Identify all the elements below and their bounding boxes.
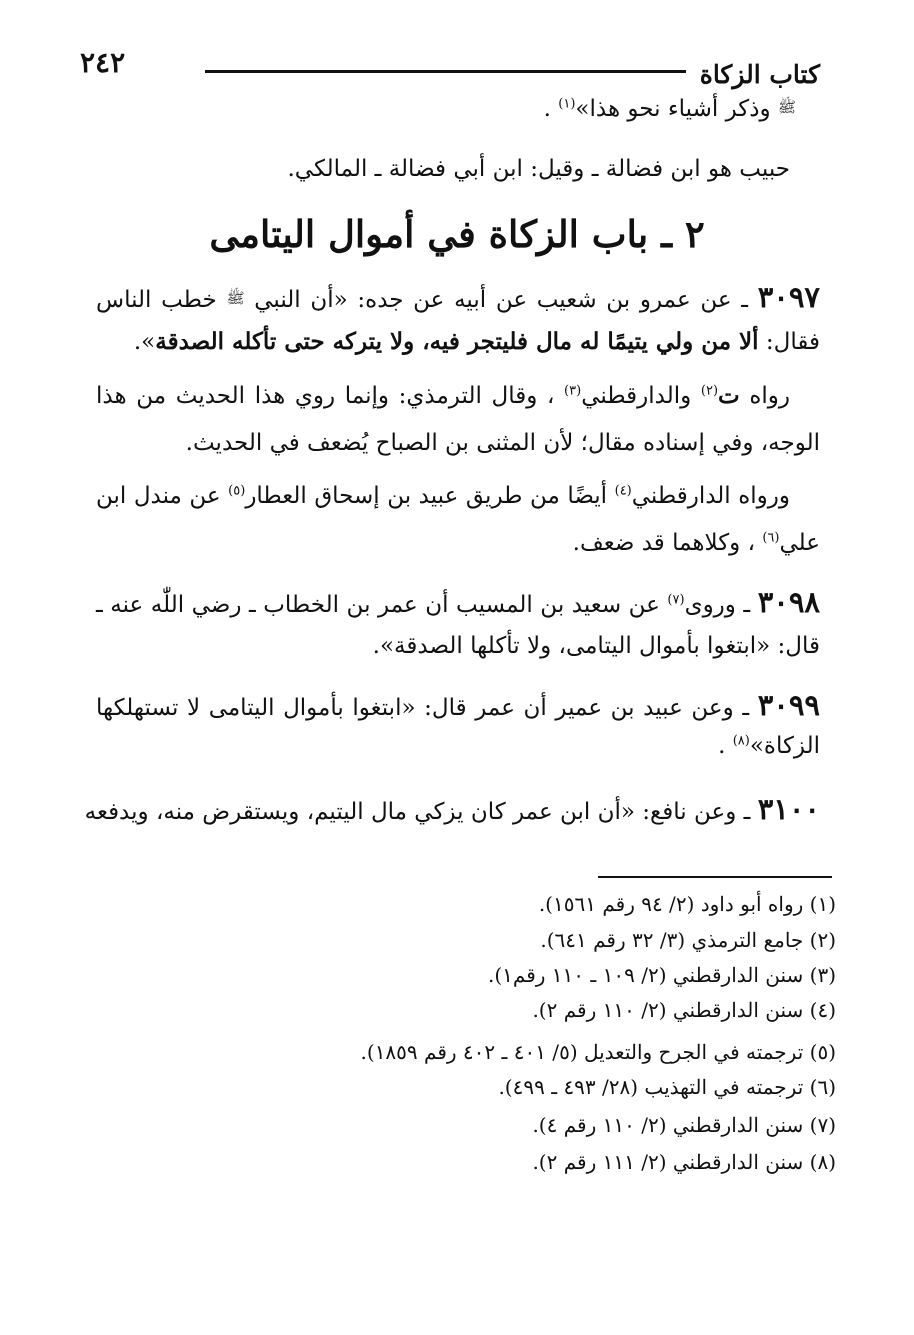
hadith-number: ٣١٠٠ [757, 792, 820, 826]
footnote: (٤) سنن الدارقطني (٢/ ١١٠ رقم ٢). [532, 998, 836, 1022]
footnote: (٥) ترجمته في الجرح والتعديل (٥/ ٤٠١ ـ ٤٠٢ رقم ١٨٥٩). [360, 1040, 836, 1064]
header-rule [205, 70, 686, 73]
continuation-line [544, 96, 796, 124]
hadith-number: ٣٠٩٧ [757, 280, 820, 314]
chapter-heading: ٢ ـ باب الزكاة في أموال اليتامى [209, 212, 705, 256]
footnote: (٢) جامع الترمذي (٣/ ٣٢ رقم ٦٤١). [540, 928, 836, 952]
footnote-ref: (١) [558, 96, 576, 112]
hadith-text: ـ عن عمرو بن شعيب عن أبيه عن جده: «أن النبي [244, 287, 758, 313]
footnote-ref: (٤) [614, 483, 632, 499]
footnote-ref: (٧) [667, 592, 685, 608]
hadith-number: ٣٠٩٨ [757, 585, 820, 619]
commentary-line [96, 483, 790, 511]
footnote-ref: (٣) [564, 383, 582, 399]
footnote-ref: (٥) [228, 483, 246, 499]
salutation-glyph: ﷺ [226, 289, 245, 307]
salutation-glyph: ﷺ [777, 98, 796, 116]
hadith-text: ـ وروى [684, 592, 758, 618]
hadith-text: الزكاة» [749, 733, 820, 759]
hadith-3099-line-1 [96, 688, 820, 723]
hadith-3098-line-2: قال: «ابتغوا بأموال اليتامى، ولا تأكلها الصدقة». [372, 633, 820, 659]
running-header-title: كتاب الزكاة [699, 60, 820, 89]
hadith-text: خطب الناس [96, 287, 227, 313]
commentary-text: رواه [739, 383, 790, 409]
tirmidhi-symbol: ت [718, 382, 740, 409]
commentary-line [96, 382, 790, 411]
page-number: ٢٤٢ [80, 46, 126, 79]
continuation-end: . [543, 96, 559, 122]
hadith-text: ». [133, 329, 156, 355]
commentary-text: أيضًا من طريق عبيد بن إسحاق العطار [245, 483, 615, 509]
hadith-text: ـ وعن نافع: «أن ابن عمر كان يزكي مال اليتيم، ويستقرض منه، ويدفعه [84, 799, 758, 825]
hadith-text: ـ وعن عبيد بن عمير أن عمر قال: «ابتغوا بأموال اليتامى لا تستهلكها [96, 695, 758, 721]
commentary-line [573, 530, 820, 558]
footnote-ref: (٨) [732, 733, 750, 749]
hadith-text: عن سعيد بن المسيب أن عمر بن الخطاب ـ رضي اللّٰه عنه ـ [96, 592, 668, 618]
commentary-text: ورواه الدارقطني [631, 483, 790, 509]
hadith-text: فقال: [758, 329, 820, 355]
footnote-ref: (٦) [762, 530, 780, 546]
hadith-number: ٣٠٩٩ [757, 688, 820, 722]
footnote: (٣) سنن الدارقطني (٢/ ١٠٩ ـ ١١٠ رقم١). [487, 963, 836, 987]
hadith-text: . [718, 733, 733, 759]
hadith-3097-line-2 [134, 328, 820, 357]
commentary-line: الوجه، وفي إسناده مقال؛ لأن المثنى بن الصباح يُضعف في الحديث. [185, 430, 820, 456]
hadith-matn-bold: ألا من ولي يتيمًا له مال فليتجر فيه، ولا يتركه حتى تأكله الصدقة [155, 328, 759, 355]
continuation-text: وذكر أشياء نحو هذا» [575, 96, 771, 122]
commentary-text: ، وقال الترمذي: وإنما روي هذا الحديث من هذا [96, 383, 565, 409]
hadith-3097-line-1 [96, 280, 820, 315]
footnote: (٦) ترجمته في التهذيب (٢٨/ ٤٩٣ ـ ٤٩٩). [498, 1075, 836, 1099]
commentary-text: ، وكلاهما قد ضعف. [572, 530, 763, 556]
commentary-text: علي [779, 530, 820, 556]
hadith-3099-line-2 [718, 733, 820, 761]
footnote: (٧) سنن الدارقطني (٢/ ١١٠ رقم ٤). [532, 1113, 836, 1137]
narrator-note: حبيب هو ابن فضالة ـ وقيل: ابن أبي فضالة ـ المالكي. [287, 156, 790, 182]
hadith-3098-line-1 [96, 585, 820, 620]
hadith-3100-line-1 [84, 792, 820, 827]
footnote: (١) رواه أبو داود (٢/ ٩٤ رقم ١٥٦١). [538, 892, 836, 916]
footnote: (٨) سنن الدارقطني (٢/ ١١١ رقم ٢). [532, 1150, 836, 1174]
footnote-ref: (٢) [700, 383, 719, 399]
footnote-rule [598, 876, 832, 878]
commentary-text: والدارقطني [581, 383, 701, 409]
commentary-text: عن مندل ابن [96, 483, 229, 509]
